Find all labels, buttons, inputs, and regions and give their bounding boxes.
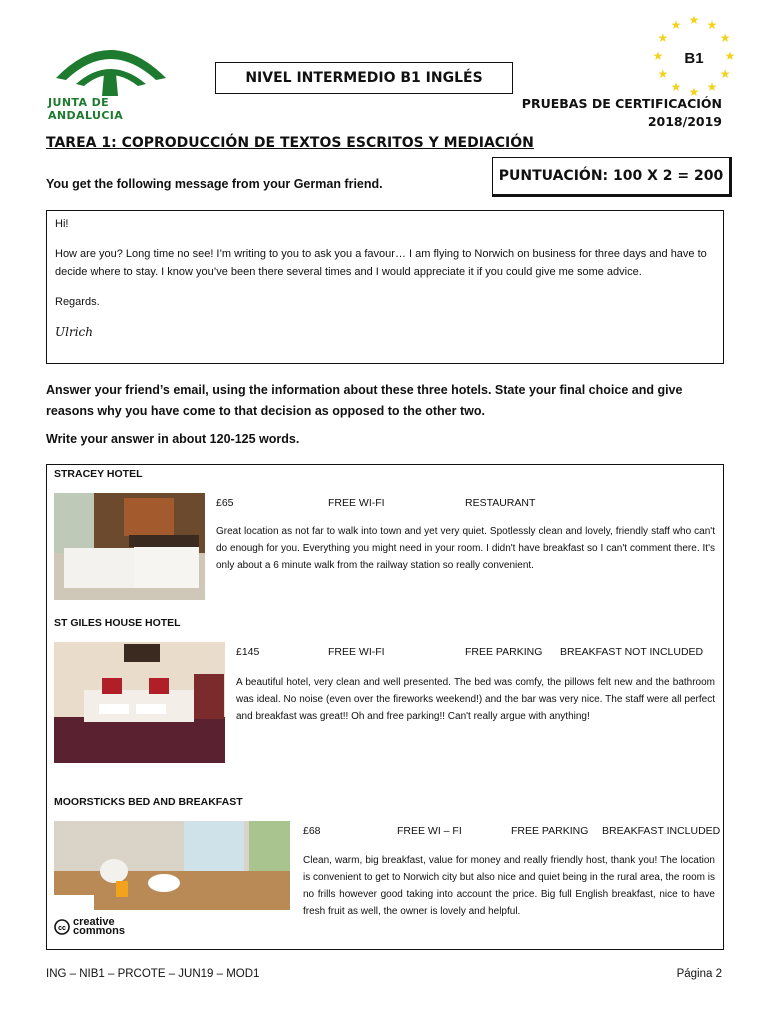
word-count-instruction: Write your answer in about 120-125 words. — [46, 432, 300, 446]
logo-text: JUNTA DE ANDALUCIA — [48, 96, 124, 122]
star-icon: ★ — [706, 17, 718, 32]
star-icon: ★ — [688, 85, 700, 99]
hotel-feature: FREE WI-FI — [328, 497, 385, 509]
star-icon: ★ — [706, 80, 718, 95]
instructions: Answer your friend’s email, using the information about these three hotels. State your final choice and give reasons why you have come to that decision as opposed to the other two. — [46, 383, 683, 418]
cert-title: PRUEBAS DE CERTIFICACIÓN — [521, 96, 722, 111]
hotel-feature: FREE PARKING — [465, 646, 543, 658]
message-body: How are you? Long time no see! I’m writing to you to ask you a favour… I am flying to Norwich on business for three days and have to decide where to stay. I know you’ve been there several times and I would appreciate it if you could give me some advice. — [55, 248, 707, 278]
star-icon: ★ — [657, 67, 669, 81]
hotel-review: A beautiful hotel, very clean and well presented. The bed was comfy, the pillows felt new and the bathroom was ideal. No noise (even over the fireworks weekend!) and the bar was very nice. The staff were all perfect and breakfast was great!! Oh and free parking!! Can't really argue with anything! — [236, 677, 715, 722]
star-icon: ★ — [657, 31, 669, 45]
hotel-review: Great location as not far to walk into town and yet very quiet. Spotlessly clean and lovely, friendly staff who can't do enough for you. Everything you might need in your room. I didn't have breakfast so I can't comment there. It's only about a 6 minute walk from the railway station so really convenient. — [216, 526, 715, 571]
hotel-feature: FREE WI-FI — [328, 646, 385, 658]
task-intro: You get the following message from your German friend. — [46, 177, 383, 191]
hotel-price: £68 — [303, 825, 321, 837]
friend-message — [46, 210, 724, 364]
cc-icon — [54, 919, 70, 935]
star-icon: ★ — [724, 49, 736, 63]
moorsticks-breakfast-photo — [54, 821, 290, 910]
hotel-price: £65 — [216, 497, 234, 509]
page-number: Página 2 — [676, 968, 722, 980]
eu-stars-badge — [648, 10, 740, 102]
hotel-name: ST GILES HOUSE HOTEL — [54, 617, 181, 629]
score-box: PUNTUACIÓN: 100 X 2 = 200 — [492, 157, 732, 197]
hotel-feature: FREE WI – FI — [397, 825, 462, 837]
cert-year: 2018/2019 — [647, 114, 722, 129]
hotel-feature: FREE PARKING — [511, 825, 589, 837]
hotel-review: Clean, warm, big breakfast, value for money and really friendly host, thank you! The location is convenient to get to Norwich city but also nice and quiet being in the rural area, the room is no frills however good taking into account the price. Big full English breakfast, nice to have fresh fruit as well, the owner is lovely and helpful. — [303, 855, 715, 917]
hotel-feature: BREAKFAST NOT INCLUDED — [560, 646, 704, 658]
hotel-name: MOORSTICKS BED AND BREAKFAST — [54, 796, 243, 808]
hotel-name: STRACEY HOTEL — [54, 468, 143, 480]
hotel-feature: BREAKFAST INCLUDED — [602, 825, 721, 837]
hotel-feature: RESTAURANT — [465, 497, 536, 509]
b1-badge-label: B1 — [684, 50, 704, 67]
star-icon: ★ — [688, 13, 700, 27]
certification-header — [500, 95, 722, 131]
task-title: TAREA 1: COPRODUCCIÓN DE TEXTOS ESCRITOS Y MEDIACIÓN — [46, 135, 534, 151]
star-icon: ★ — [670, 17, 682, 32]
star-icon: ★ — [719, 31, 731, 45]
svg-text:cc: cc — [58, 925, 66, 932]
footer-code: ING – NIB1 – PRCOTE – JUN19 – MOD1 — [46, 968, 260, 980]
hotel-price: £145 — [236, 646, 260, 658]
star-icon: ★ — [652, 49, 664, 63]
st-giles-room-photo — [54, 642, 225, 763]
level-title: NIVEL INTERMEDIO B1 INGLÉS — [215, 62, 513, 94]
stracey-room-photo — [54, 493, 205, 600]
star-icon: ★ — [670, 80, 682, 95]
creative-commons-logo — [54, 918, 125, 936]
message-signature: Ulrich — [55, 325, 93, 339]
message-closing: Regards. — [55, 296, 100, 308]
cc-line2: commons — [73, 925, 125, 937]
cc-line1: creative — [73, 916, 115, 928]
message-greeting: Hi! — [55, 218, 69, 230]
star-icon: ★ — [719, 67, 731, 81]
